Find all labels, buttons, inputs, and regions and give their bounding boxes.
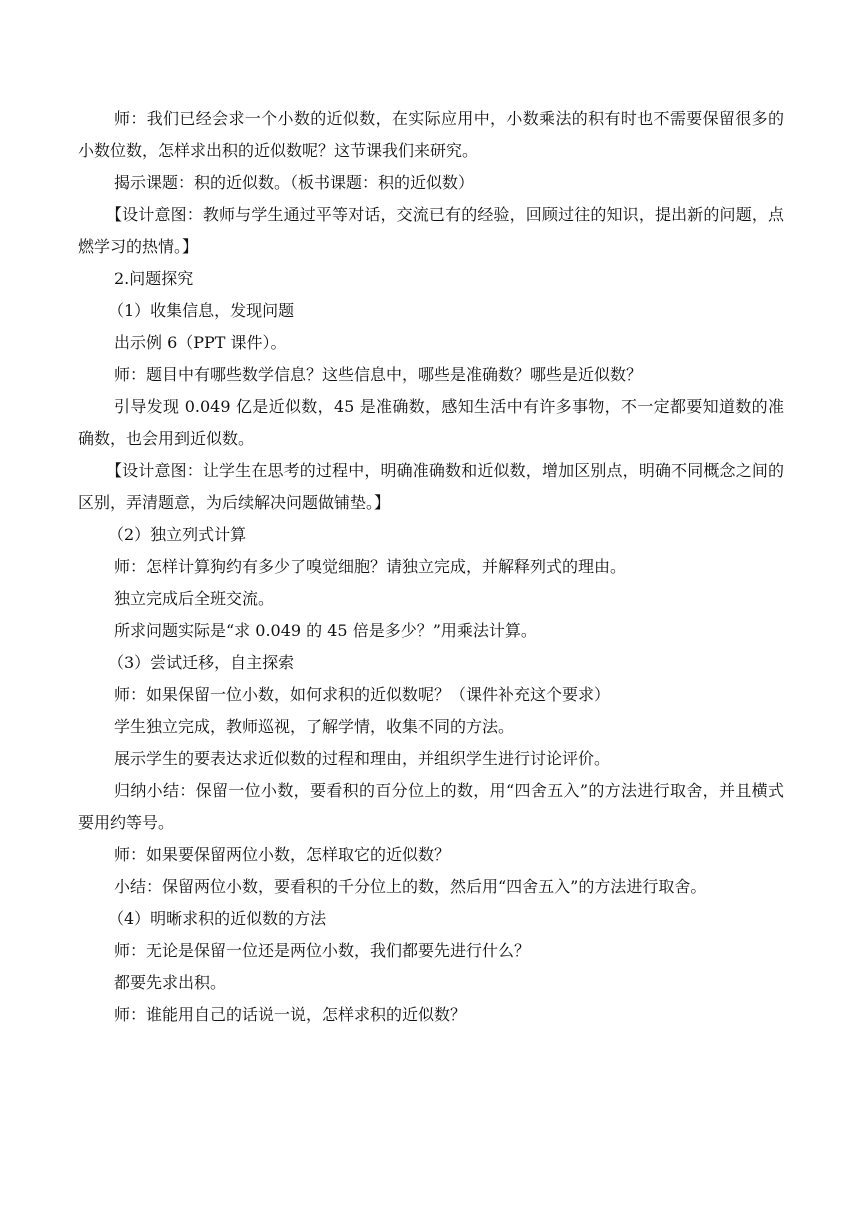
design-intent-note: 【设计意图：教师与学生通过平等对话，交流已有的经验，回顾过往的知识，提出新的问题，点燃学习的热情。】 xyxy=(78,205,784,256)
subsection-heading: （2）独立列式计算 xyxy=(108,525,247,544)
paragraph: 学生独立完成，教师巡视，了解学情，收集不同的方法。 xyxy=(114,717,515,736)
section-heading: 2.问题探究 xyxy=(114,269,194,288)
subsection-heading: （1）收集信息，发现问题 xyxy=(108,301,295,320)
paragraph: 都要先求出积。 xyxy=(114,973,227,992)
paragraph: 展示学生的要表达求近似数的过程和理由，并组织学生进行讨论评价。 xyxy=(114,749,611,768)
paragraph: 揭示课题：积的近似数。（板书课题：积的近似数） xyxy=(114,173,475,192)
subsection-heading: （4）明晰求积的近似数的方法 xyxy=(108,909,327,928)
paragraph: 所求问题实际是“求 0.049 的 45 倍是多少？”用乘法计算。 xyxy=(114,621,537,640)
paragraph: 师：无论是保留一位还是两位小数，我们都要先进行什么？ xyxy=(114,941,531,960)
paragraph: 出示例 6（PPT 课件）。 xyxy=(114,333,287,352)
paragraph: 师：谁能用自己的话说一说，怎样求积的近似数？ xyxy=(114,1005,467,1024)
subsection-heading: （3）尝试迁移，自主探索 xyxy=(108,653,295,672)
document-page xyxy=(78,103,784,1031)
paragraph: 归纳小结：保留一位小数，要看积的百分位上的数，用“四舍五入”的方法进行取舍，并且横式要用约等号。 xyxy=(78,781,784,832)
paragraph: 师：如果保留一位小数，如何求积的近似数呢？（课件补充这个要求） xyxy=(114,685,611,704)
paragraph: 师：如果要保留两位小数，怎样取它的近似数？ xyxy=(114,845,451,864)
paragraph: 师：题目中有哪些数学信息？这些信息中，哪些是准确数？哪些是近似数？ xyxy=(114,365,643,384)
paragraph: 师：怎样计算狗约有多少了嗅觉细胞？请独立完成，并解释列式的理由。 xyxy=(114,557,627,576)
paragraph: 独立完成后全班交流。 xyxy=(114,589,275,608)
paragraph: 引导发现 0.049 亿是近似数，45 是准确数，感知生活中有许多事物，不一定都要知道数的准确数，也会用到近似数。 xyxy=(78,397,784,448)
paragraph: 师：我们已经会求一个小数的近似数，在实际应用中，小数乘法的积有时也不需要保留很多的小数位数，怎样求出积的近似数呢？这节课我们来研究。 xyxy=(78,109,784,160)
paragraph: 小结：保留两位小数，要看积的千分位上的数，然后用“四舍五入”的方法进行取舍。 xyxy=(114,877,707,896)
design-intent-note: 【设计意图：让学生在思考的过程中，明确准确数和近似数，增加区别点，明确不同概念之间的区别，弄清题意，为后续解决问题做铺垫。】 xyxy=(78,461,784,512)
